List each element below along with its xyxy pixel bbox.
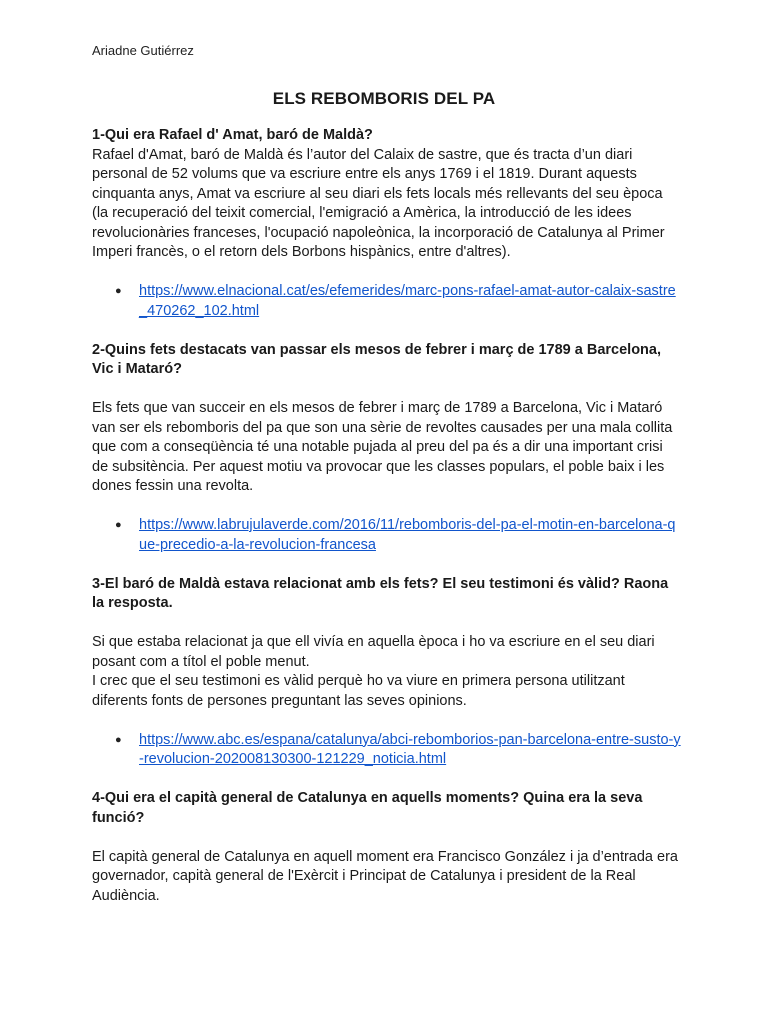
reference-list-2 (92, 516, 682, 555)
answer-3-continued: I crec que el seu testimoni es vàlid perquè ho va viure en primera persona utilitzant diferents fonts de persones preguntant las seves opinions. (92, 673, 625, 709)
reference-list-1 (92, 282, 682, 321)
document-title: ELS REBOMBORIS DEL PA (272, 89, 496, 108)
reference-link-2[interactable]: https://www.labrujulaverde.com/2016/11/rebomboris-del-pa-el-motin-en-barcelona-que-precedio-a-la-revolucion-francesa (139, 517, 676, 553)
question-4: 4-Qui era el capità general de Catalunya en aquells moments? Quina era la seva funció? (92, 790, 643, 826)
bullet-icon: ● (115, 733, 122, 746)
bullet-icon: ● (115, 519, 122, 531)
question-3: 3-El baró de Maldà estava relacionat amb els fets? El seu testimoni és vàlid? Raona la resposta. (92, 575, 669, 611)
document-body (92, 126, 682, 906)
answer-3: Si que estaba relacionat ja que ell vivía en aquella època i ho va escriure en el seu diari posant com a títol el poble menut. (92, 634, 655, 670)
answer-1: Rafael d'Amat, baró de Maldà és l’autor del Calaix de sastre, que és tracta d’un diari personal de 52 volums que va escriure entre els anys 1769 i el 1819. Durant aquests cinquanta anys, Amat va escriure al seu diari els fets locals més rellevants del seu època (la recuperació del teixit comercial, l'emigració a Amèrica, la introducció de les idees revolucionàries franceses, l'ocupació napoleònica, la incorporació de Catalunya al Primer Imperi francès, o el retorn dels Borbons hispànics, entre d'altres). (92, 146, 665, 260)
reference-link-3[interactable]: https://www.abc.es/espana/catalunya/abci-rebomborios-pan-barcelona-entre-susto-y-revolucion-202008130300-121229_noticia.html (139, 731, 681, 767)
reference-link-1[interactable]: https://www.elnacional.cat/es/efemerides/marc-pons-rafael-amat-autor-calaix-sastre_470262_102.html (139, 283, 676, 319)
list-item (92, 516, 682, 555)
author-name: Ariadne Gutiérrez (92, 43, 194, 58)
reference-list-3 (92, 731, 682, 770)
list-item (92, 282, 682, 321)
answer-4: El capità general de Catalunya en aquell moment era Francisco González i ja d’entrada era governador, capità general de l'Exèrcit i Principat de Catalunya i president de la Real Audiència. (92, 848, 678, 904)
question-2: 2-Quins fets destacats van passar els mesos de febrer i març de 1789 a Barcelona, Vic i Mataró? (92, 341, 662, 377)
bullet-icon: ● (115, 285, 122, 297)
question-1: 1-Qui era Rafael d' Amat, baró de Maldà? (92, 127, 373, 143)
answer-2: Els fets que van succeir en els mesos de febrer i març de 1789 a Barcelona, Vic i Mataró van ser els rebomboris del pa que son una sèrie de revoltes causades per una mala collita que com a conseqüència té una notable pujada al preu del pa és a dir una important crisi de subsitència. Per aquest motiu va provocar que les classes populars, el poble baix i les dones fessin una revolta. (92, 400, 673, 494)
list-item (92, 731, 682, 770)
